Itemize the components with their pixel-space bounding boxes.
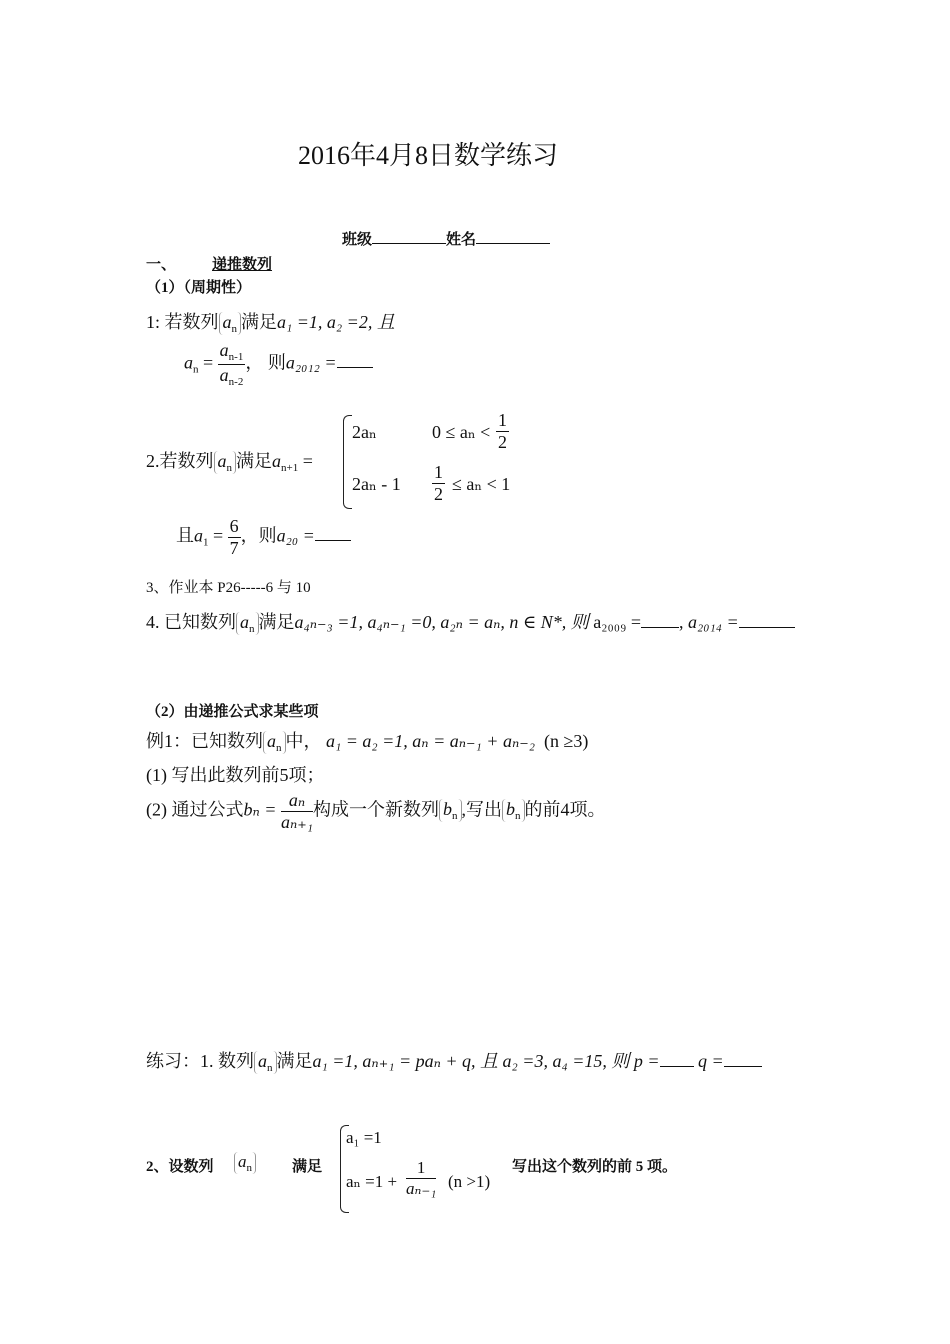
- page-title: 2016年4月8日数学练习: [298, 141, 559, 170]
- q4-answer-blank-1[interactable]: [641, 613, 679, 628]
- name-label: 姓名: [446, 232, 477, 248]
- question-2-tail: 且$a_1$ = $\frac{6}{7}$ ，则a₂₀ =: [176, 516, 351, 558]
- q2-cond2: ≤ aₙ < 1: [452, 474, 511, 494]
- q2-half-2: $\frac{1}{2}$: [434, 462, 443, 504]
- p2-line1: a₁ =1: [346, 1128, 382, 1147]
- q1-answer-blank[interactable]: [337, 353, 373, 368]
- practice-2-text-b: 满足: [292, 1159, 323, 1175]
- class-label: 班级: [342, 232, 373, 248]
- ex1-cond: a₁ = a₂ =1, aₙ = aₙ₋₁ + aₙ₋₂: [326, 731, 536, 751]
- p1-seq-brace: $a_n$: [254, 1051, 277, 1074]
- q4-seq-brace: $a_n$: [236, 612, 259, 635]
- p1-cond: a₁ =1, aₙ₊₁ = paₙ + q, 且 a₂ =3, a₄ =15, 则: [312, 1051, 630, 1071]
- q2-target: a₂₀ =: [276, 525, 315, 546]
- p2-fraction: $\frac{1}{\text{aₙ₋₁}}$: [406, 1158, 437, 1198]
- name-blank[interactable]: [476, 229, 550, 244]
- q2-answer-blank[interactable]: [315, 526, 351, 541]
- practice-2-label: 2、设数列: [146, 1159, 214, 1175]
- question-2-label-line: 2.若数列 $a_n$ 满足$a_{n+1}$ =: [146, 451, 313, 474]
- q1-text-b: 满足: [241, 312, 278, 332]
- practice-2-tail: 写出这个数列的前 5 项。: [512, 1159, 678, 1175]
- q1-label: 1:: [146, 312, 161, 332]
- q2-text-b: 满足: [236, 451, 272, 471]
- example-1-part-2: (2) 通过公式bₙ = $\frac{\text{aₙ}}{\text{aₙ₊₁}}$ 构成一个新数列 $b_n$ ,写出 $b_n$ 的前4项。: [146, 790, 606, 832]
- q1-cond: a₁ =1, a₂ =2, 且: [277, 312, 395, 332]
- example-1-part-1: (1) 写出此数列前5项；: [146, 765, 325, 785]
- q2-cond1: 0 ≤ aₙ <: [432, 422, 491, 442]
- p1-p-label: p =: [633, 1051, 660, 1071]
- q1-seq-brace: $a_n$: [219, 312, 242, 335]
- practice-1: 练习：1. 数列 $a_n$ 满足a₁ =1, aₙ₊₁ = paₙ + q, 且 a₂ =3, a₄ =15, 则 p = q =: [146, 1047, 762, 1074]
- example-1: 例1：已知数列 $a_n$ 中， a₁ = a₂ =1, aₙ = aₙ₋₁ + aₙ₋₂ (n ≥3): [146, 731, 589, 754]
- q1-rel-prefix: 则: [267, 352, 286, 373]
- q4-answer-blank-2[interactable]: [739, 613, 795, 628]
- q2-half-1: $\frac{1}{2}$: [498, 410, 507, 452]
- q1-fraction: $\frac{a_{n-1}}{a_{n-2}}$: [219, 340, 244, 388]
- subsection-periodicity: （1）（周期性）: [146, 280, 252, 296]
- question-1-line1: [146, 308, 395, 335]
- q2-piecewise-brace: [343, 415, 352, 509]
- ex1-seq-brace: $a_n$: [263, 731, 286, 754]
- p1-answer-blank-p[interactable]: [660, 1052, 694, 1067]
- q2-case2: 2aₙ - 1: [352, 474, 401, 494]
- p2-range: (n >1): [448, 1172, 491, 1191]
- question-4: 4. 已知数列 $a_n$ 满足a₄ₙ₋₃ =1, a₄ₙ₋₁ =0, a₂ₙ = aₙ, n ∈ N*, 则 a₂₀₀₉ = , a₂₀₁₄ =: [146, 608, 795, 635]
- q4-target2: a₂₀₁₄ =: [688, 612, 739, 632]
- question-1-line2: $a_n$ = $\frac{a_{n-1}}{a_{n-2}}$ ， 则a₂₀₁₂ =: [184, 340, 373, 388]
- q1-target: a₂₀₁₂ =: [285, 352, 337, 373]
- q2-case1: 2aₙ: [352, 422, 377, 442]
- q4-target1: a₂₀₀₉ =: [593, 612, 641, 632]
- q1-text-a: 若数列: [164, 312, 219, 332]
- section-number: 一、: [146, 257, 177, 273]
- p2-seq-brace: $a_n$: [234, 1152, 256, 1174]
- q2-label: 2.若数列: [146, 451, 214, 471]
- q4-cond: a₄ₙ₋₃ =1, a₄ₙ₋₁ =0, a₂ₙ = aₙ, n ∈ N*, 则: [294, 612, 589, 632]
- subsection-recursive: （2）由递推公式求某些项: [146, 704, 319, 720]
- ex1-range: (n ≥3): [544, 731, 589, 751]
- ex1-b-fraction: $\frac{\text{aₙ}}{\text{aₙ₊₁}}$: [280, 790, 314, 832]
- ex1-bseq-brace-1: $b_n$: [439, 799, 462, 822]
- ex1-bseq-brace-2: $b_n$: [502, 799, 525, 822]
- class-name-line: [342, 228, 550, 249]
- class-blank[interactable]: [372, 229, 446, 244]
- question-3: 3、作业本 P26-----6 与 10: [146, 580, 311, 596]
- q2-a1-fraction: $\frac{6}{7}$: [229, 516, 239, 558]
- p2-line2-lhs: aₙ =1 +: [346, 1172, 398, 1191]
- section-heading: 递推数列: [212, 257, 273, 273]
- p1-q-label: q =: [698, 1051, 724, 1071]
- q2-seq-brace: $a_n$: [214, 451, 237, 474]
- p1-answer-blank-q[interactable]: [724, 1052, 762, 1067]
